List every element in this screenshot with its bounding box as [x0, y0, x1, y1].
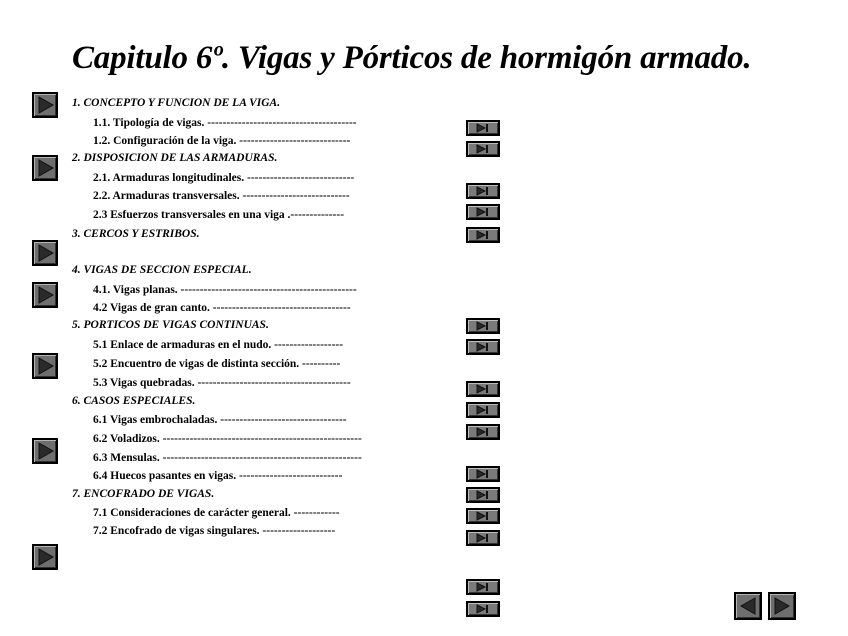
- goto-link-button[interactable]: [466, 487, 500, 503]
- section-7-button[interactable]: [32, 544, 58, 570]
- toc-subsection-item: 5.1 Enlace de armaduras en el nudo. ------------------: [93, 339, 344, 351]
- skip-forward-icon: [474, 582, 492, 592]
- toc-subsection-item: 6.3 Mensulas. ----------------------------------------------------: [93, 452, 362, 464]
- goto-link-button[interactable]: [466, 508, 500, 524]
- goto-link-button[interactable]: [466, 424, 500, 440]
- play-icon: [34, 440, 56, 462]
- goto-link-button[interactable]: [466, 204, 500, 220]
- skip-forward-icon: [474, 604, 492, 614]
- toc-subsection-item: 6.4 Huecos pasantes en vigas. ---------------------------: [93, 470, 343, 482]
- forward-icon: [770, 594, 794, 618]
- toc-subsection-item: 1.2. Configuración de la viga. -----------------------------: [93, 135, 351, 147]
- goto-link-button[interactable]: [466, 318, 500, 334]
- skip-forward-icon: [474, 207, 492, 217]
- skip-forward-icon: [474, 186, 492, 196]
- goto-link-button[interactable]: [466, 339, 500, 355]
- skip-forward-icon: [474, 144, 492, 154]
- toc-section-heading: 4. VIGAS DE SECCION ESPECIAL.: [72, 264, 252, 276]
- skip-forward-icon: [474, 123, 492, 133]
- play-icon: [34, 284, 56, 306]
- skip-forward-icon: [474, 533, 492, 543]
- goto-link-button[interactable]: [466, 530, 500, 546]
- next-page-button[interactable]: [768, 592, 796, 620]
- toc-subsection-item: 4.1. Vigas planas. ----------------------------------------------: [93, 284, 357, 296]
- toc-subsection-item: 6.2 Voladizos. ----------------------------------------------------: [93, 433, 362, 445]
- toc-subsection-item: 7.2 Encofrado de vigas singulares. -------------------: [93, 525, 336, 537]
- section-5-button[interactable]: [32, 353, 58, 379]
- section-4-button[interactable]: [32, 282, 58, 308]
- skip-forward-icon: [474, 384, 492, 394]
- toc-section-heading: 7. ENCOFRADO DE VIGAS.: [72, 488, 215, 500]
- toc-subsection-item: 2.3 Esfuerzos transversales en una viga .--------------: [93, 209, 345, 221]
- section-2-button[interactable]: [32, 155, 58, 181]
- goto-link-button[interactable]: [466, 381, 500, 397]
- toc-subsection-item: 2.2. Armaduras transversales. ----------------------------: [93, 190, 350, 202]
- goto-link-button[interactable]: [466, 183, 500, 199]
- toc-subsection-item: 1.1. Tipología de vigas. ---------------------------------------: [93, 117, 357, 129]
- toc-section-heading: 3. CERCOS Y ESTRIBOS.: [72, 228, 200, 240]
- skip-forward-icon: [474, 321, 492, 331]
- play-icon: [34, 546, 56, 568]
- skip-forward-icon: [474, 511, 492, 521]
- play-icon: [34, 94, 56, 116]
- skip-forward-icon: [474, 405, 492, 415]
- toc-subsection-item: 6.1 Vigas embrochaladas. ---------------------------------: [93, 414, 347, 426]
- skip-forward-icon: [474, 490, 492, 500]
- goto-link-button[interactable]: [466, 601, 500, 617]
- toc-subsection-item: 4.2 Vigas de gran canto. ------------------------------------: [93, 302, 351, 314]
- toc-section-heading: 2. DISPOSICION DE LAS ARMADURAS.: [72, 152, 278, 164]
- skip-forward-icon: [474, 342, 492, 352]
- skip-forward-icon: [474, 469, 492, 479]
- skip-forward-icon: [474, 427, 492, 437]
- back-icon: [736, 594, 760, 618]
- toc-section-heading: 6. CASOS ESPECIALES.: [72, 395, 196, 407]
- play-icon: [34, 355, 56, 377]
- toc-subsection-item: 5.2 Encuentro de vigas de distinta sección. ----------: [93, 358, 341, 370]
- toc-section-heading: 5. PORTICOS DE VIGAS CONTINUAS.: [72, 319, 269, 331]
- skip-forward-icon: [474, 230, 492, 240]
- play-icon: [34, 157, 56, 179]
- toc-subsection-item: 7.1 Consideraciones de carácter general. ------------: [93, 507, 340, 519]
- section-3-button[interactable]: [32, 240, 58, 266]
- goto-link-button[interactable]: [466, 120, 500, 136]
- goto-link-button[interactable]: [466, 141, 500, 157]
- toc-subsection-item: 5.3 Vigas quebradas. ----------------------------------------: [93, 377, 351, 389]
- goto-link-button[interactable]: [466, 402, 500, 418]
- toc-subsection-item: 2.1. Armaduras longitudinales. ----------------------------: [93, 172, 355, 184]
- toc-section-heading: 1. CONCEPTO Y FUNCION DE LA VIGA.: [72, 97, 281, 109]
- play-icon: [34, 242, 56, 264]
- goto-link-button[interactable]: [466, 227, 500, 243]
- section-1-button[interactable]: [32, 92, 58, 118]
- section-6-button[interactable]: [32, 438, 58, 464]
- page-title: Capitulo 6º. Vigas y Pórticos de hormigón armado.: [72, 40, 752, 76]
- previous-page-button[interactable]: [734, 592, 762, 620]
- goto-link-button[interactable]: [466, 579, 500, 595]
- goto-link-button[interactable]: [466, 466, 500, 482]
